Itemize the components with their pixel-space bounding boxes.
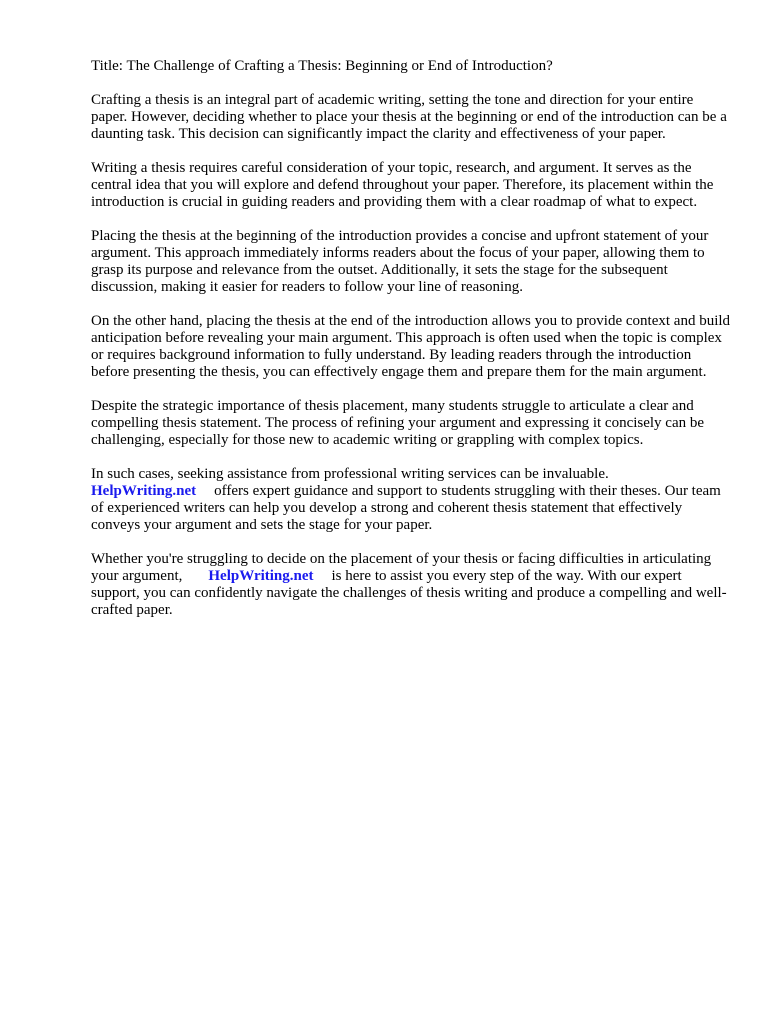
helpwriting-link-closing[interactable]: HelpWriting.net	[208, 568, 314, 584]
paragraph-beginning-placement: Placing the thesis at the beginning of the introduction provides a concise and upfront statement of your argument. This approach immediately informs readers about the focus of your paper, allowing them to grasp its purpose and relevance from the outset. Additionally, it sets the stage for the subsequent discussion, making it easier for readers to follow your line of reasoning.	[91, 228, 709, 295]
paragraph-end-placement: On the other hand, placing the thesis at the end of the introduction allows you to provide context and build anticipation before revealing your main argument. This approach is often used when the topic is complex or requires background information to fully understand. By leading readers through the introduction before presenting the thesis, you can effectively engage them and prepare them for the main argument.	[91, 313, 731, 380]
paragraph-struggle: Despite the strategic importance of thesis placement, many students struggle to articulate a clear and compelling thesis statement. The process of refining your argument and expressing it concisely can be challenging, especially for those new to academic writing or grappling with complex topics.	[91, 398, 705, 448]
closing-after-text: is here to assist you every step of the way. With our expert support, you can confidently navigate the challenges of thesis writing and produce a compelling and well-crafted paper.	[91, 568, 727, 618]
paragraph-assistance	[91, 466, 731, 534]
paragraph-closing	[91, 551, 731, 619]
assistance-intro-text: In such cases, seeking assistance from professional writing services can be invaluable.	[91, 466, 609, 482]
paragraph-intro: Crafting a thesis is an integral part of academic writing, setting the tone and direction for your entire paper. However, deciding whether to place your thesis at the beginning or end of the introduction can be a daunting task. This decision can significantly impact the clarity and effectiveness of your paper.	[91, 92, 727, 142]
document-title: Title: The Challenge of Crafting a Thesis: Beginning or End of Introduction?	[91, 58, 553, 74]
document-page	[91, 58, 731, 636]
paragraph-writing-thesis: Writing a thesis requires careful consideration of your topic, research, and argument. It serves as the central idea that you will explore and defend throughout your paper. Therefore, its placement within the introduction is crucial in guiding readers and providing them with a clear roadmap of what to expect.	[91, 160, 714, 210]
helpwriting-link[interactable]: HelpWriting.net	[91, 483, 197, 499]
assistance-rest-text: offers expert guidance and support to students struggling with their theses. Our team of experienced writers can help you develop a strong and coherent thesis statement that effectively conveys your argument and sets the stage for your paper.	[91, 483, 721, 533]
closing-before-text: Whether you're struggling to decide on the placement of your thesis or facing difficulties in articulating your argument,	[91, 551, 712, 584]
